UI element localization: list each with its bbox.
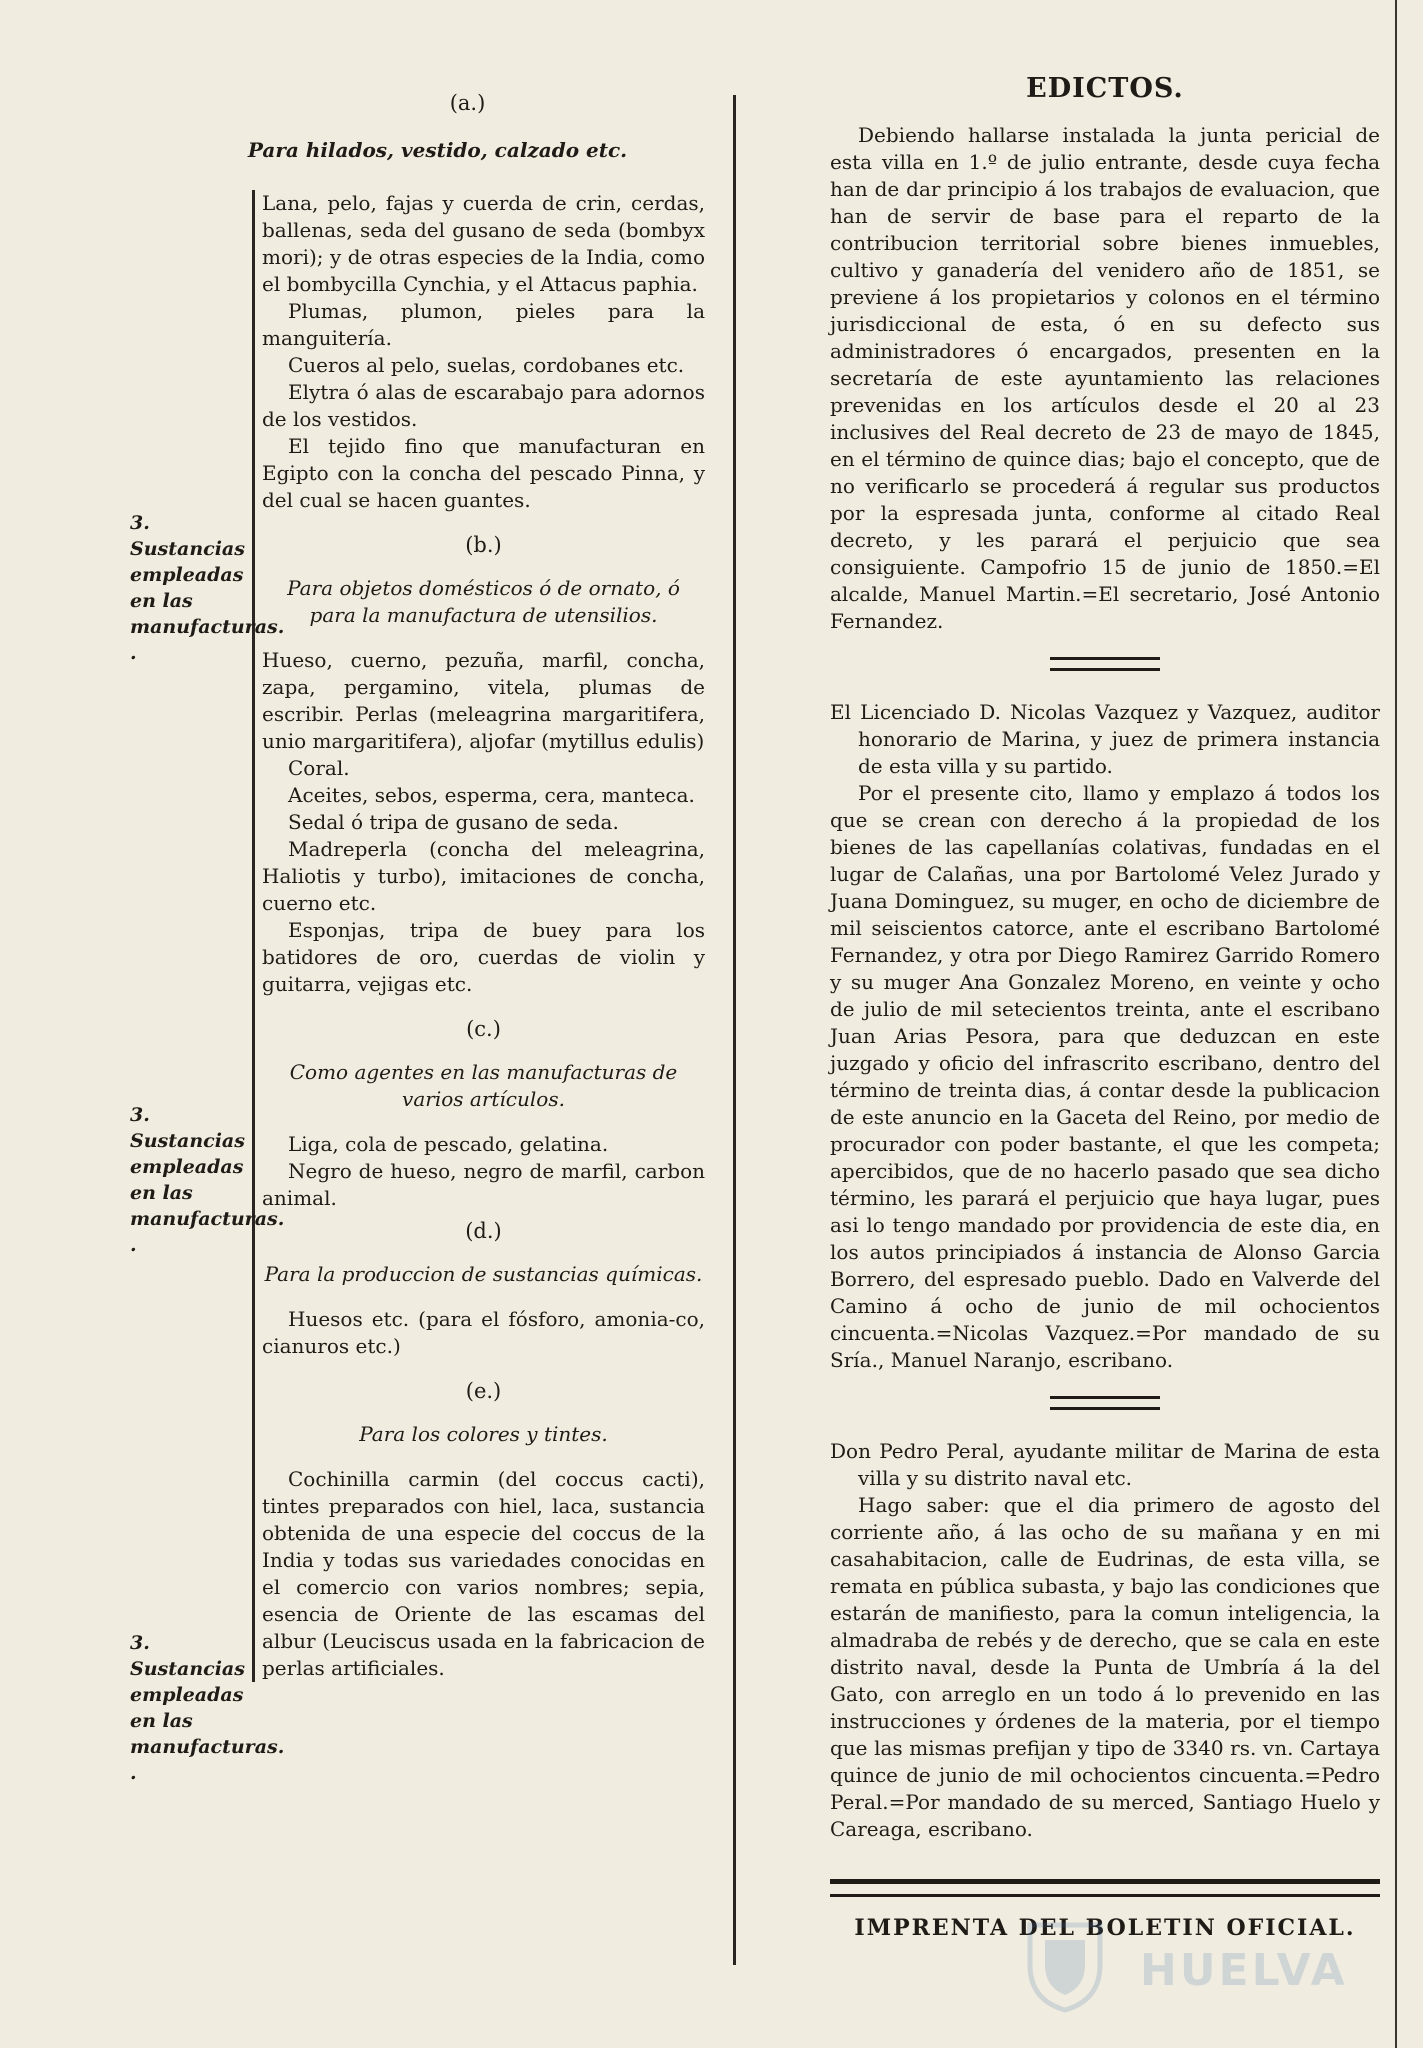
closing-rule xyxy=(830,1879,1380,1897)
separator-1 xyxy=(1050,657,1160,671)
right-column xyxy=(830,75,1380,1942)
page-edge-line xyxy=(1395,0,1397,2048)
letter-d: (d.) xyxy=(465,1219,502,1243)
letter-b: (b.) xyxy=(465,533,502,557)
para-a5: El tejido fino que manufacturan en Egipto con la concha del pescado Pinna, y del cual se hacen guantes. xyxy=(262,434,705,512)
para-b3: Aceites, sebos, esperma, cera, manteca. xyxy=(288,783,695,807)
para-a2: Plumas, plumon, pieles para la manguitería. xyxy=(262,299,705,350)
side-label-1: 3. Sustancias empleadas en las manufacturas. . xyxy=(130,512,285,664)
edicts-title: EDICTOS. xyxy=(1026,73,1184,104)
para-b4: Sedal ó tripa de gusano de seda. xyxy=(288,810,619,834)
printer-imprint: IMPRENTA DEL BOLETIN OFICIAL. xyxy=(854,1915,1356,1941)
section-a xyxy=(262,190,705,1682)
para-b6: Esponjas, tripa de buey para los batidores de oro, cuerdas de violin y guitarra, vejigas etc. xyxy=(262,918,705,996)
para-c1: Liga, cola de pescado, gelatina. xyxy=(288,1132,609,1156)
edict-2-heading: El Licenciado D. Nicolas Vazquez y Vazquez, auditor honorario de Marina, y juez de primera instancia de esta villa y su partido. xyxy=(830,700,1380,778)
separator-2 xyxy=(1050,1396,1160,1410)
heading-e: Para los colores y tintes. xyxy=(359,1422,608,1446)
brace-a xyxy=(252,190,258,1682)
para-a1: Lana, pelo, fajas y cuerda de crin, cerdas, ballenas, seda del gusano de seda (bombyx mori); y de otras especies de la India, como el bombycilla Cynchia, y el Attacus paphia. xyxy=(262,191,705,296)
heading-a: Para hilados, vestido, calzado etc. xyxy=(247,138,628,162)
crest-icon xyxy=(1010,1905,1120,2015)
heading-c: Como agentes en las manufacturas de varios artículos. xyxy=(289,1060,678,1111)
para-b5: Madreperla (concha del meleagrina, Haliotis y turbo), imitaciones de concha, cuerno etc. xyxy=(262,837,705,915)
watermark-text: HUELVA xyxy=(1140,1945,1348,1996)
letter-c: (c.) xyxy=(466,1017,501,1041)
para-c2: Negro de hueso, negro de marfil, carbon animal. xyxy=(262,1159,705,1210)
para-e1: Cochinilla carmin (del coccus cacti), tintes preparados con hiel, laca, sustancia obtenida de una especie del coccus de la India y todas sus variedades conocidas en el comercio con varios nombres; sepia, esencia de Oriente de las escamas del albur (Leuciscus usada en la fabricacion de perlas artificiales. xyxy=(262,1467,705,1680)
edict-3-heading: Don Pedro Peral, ayudante militar de Marina de esta villa y su distrito naval etc. xyxy=(830,1439,1380,1490)
para-b2: Coral. xyxy=(288,756,350,780)
edict-3-body: Hago saber: que el dia primero de agosto del corriente año, á las ocho de su mañana y en mi casahabitacion, calle de Eudrinas, de esta villa, se remata en pública subasta, y bajo las condiciones que estarán de manifiesto, para la comun inteligencia, la almadraba de rebés y de derecho, que se cala en este distrito naval, desde la Punta de Umbría á la del Gato, con arreglo en un todo á lo prevenido en las instrucciones y órdenes de la materia, por el tiempo que las mismas prefijan y tipo de 3340 rs. vn. Cartaya quince de junio de mil ochocientos cincuenta.=Pedro Peral.=Por mandado de su merced, Santiago Huelo y Careaga, escribano. xyxy=(830,1493,1380,1841)
column-divider xyxy=(733,95,736,1965)
para-b1: Hueso, cuerno, pezuña, marfil, concha, zapa, pergamino, vitela, plumas de escribir. Perlas (meleagrina margaritifera, unio margaritifera), aljofar (mytillus edulis) xyxy=(262,648,705,753)
letter-e: (e.) xyxy=(465,1379,502,1403)
side-label-3: 3. Sustancias empleadas en las manufacturas. . xyxy=(130,1632,285,1784)
archive-watermark xyxy=(1010,1905,1350,2025)
heading-b: Para objetos domésticos ó de ornato, ó para la manufactura de utensilios. xyxy=(287,576,680,627)
edict-2-body: Por el presente cito, llamo y emplazo á todos los que se crean con derecho á la propiedad de los bienes de las capellanías colativas, fundadas en el lugar de Calañas, una por Bartolomé Velez Jurado y Juana Dominguez, su muger, en ocho de diciembre de mil seiscientos catorce, ante el escribano Bartolomé Fernandez, y otra por Diego Ramirez Garrido Romero y su muger Ana Gonzalez Moreno, en veinte y ocho de julio de mil setecientos treinta, ante el escribano Juan Arias Pesora, para que deduzcan en este juzgado y oficio del infrascrito escribano, dentro del término de treinta dias, á contar desde la publicacion de este anuncio en la Gaceta del Reino, por medio de procurador con poder bastante, el que les competa; apercibidos, que de no hacerlo pasado que sea dicho término, les parará el perjuicio que haya lugar, pues asi lo tengo mandado por providencia de este dia, en los autos principiados á instancia de Alonso Garcia Borrero, del espresado pueblo. Dado en Valverde del Camino á ocho de junio de mil ochocientos cincuenta.=Nicolas Vazquez.=Por mandado de su Sría., Manuel Naranjo, escribano. xyxy=(830,781,1380,1372)
para-a4: Elytra ó alas de escarabajo para adornos de los vestidos. xyxy=(262,380,705,431)
para-a3: Cueros al pelo, suelas, cordobanes etc. xyxy=(288,353,685,377)
left-column xyxy=(130,90,705,1784)
para-d1: Huesos etc. (para el fósforo, amonia-co, cianuros etc.) xyxy=(262,1307,705,1358)
heading-d: Para la produccion de sustancias químicas. xyxy=(264,1262,703,1286)
edict-1: Debiendo hallarse instalada la junta pericial de esta villa en 1.º de julio entrante, desde cuya fecha han de dar principio á los trabajos de evaluacion, que han de servir de base para el reparto de la contribucion territorial sobre bienes inmuebles, cultivo y ganadería del venidero año de 1851, se previene á los propietarios y colonos en el término jurisdiccional de esta, ó en su defecto sus administradores ó encargados, presenten en la secretaría de este ayuntamiento las relaciones prevenidas en los artículos desde el 20 al 23 inclusives del Real decreto de 23 de mayo de 1845, en el término de quince dias; bajo el concepto, que de no verificarlo se procederá á regular sus productos por la espresada junta, conforme al citado Real decreto, y les parará el perjuicio que sea consiguiente. Campofrio 15 de junio de 1850.=El alcalde, Manuel Martin.=El secretario, José Antonio Fernandez. xyxy=(830,123,1380,633)
letter-a: (a.) xyxy=(449,91,486,115)
side-label-2: 3. Sustancias empleadas en las manufacturas. . xyxy=(130,1104,285,1256)
